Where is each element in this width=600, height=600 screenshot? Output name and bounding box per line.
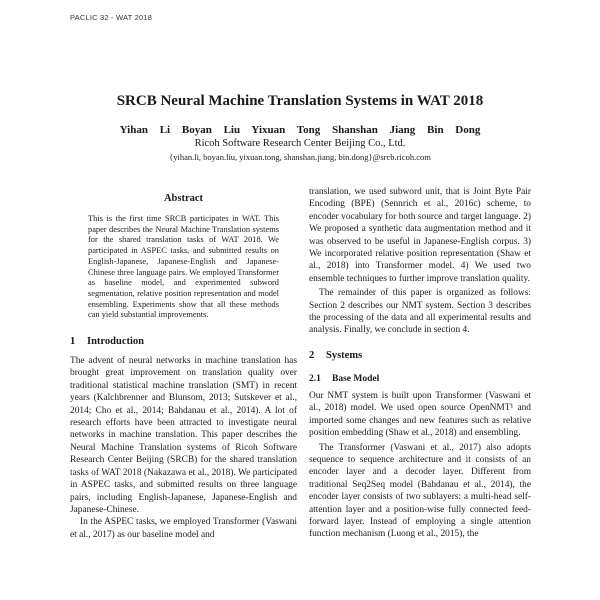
author-emails: {yihan.li, boyan.liu, yixuan.tong, shanshan.jiang, bin.dong}@srcb.ricoh.com — [169, 152, 431, 162]
subsection-heading-base-model — [309, 374, 531, 384]
body-paragraph: The remainder of this paper is organized as follows: Section 2 describes our NMT system. Section 3 describes the processing of the data and all experimental results and analysis. Finally, we conclude in section 4. — [309, 288, 531, 336]
section-title: Introduction — [87, 336, 144, 348]
introduction-paragraph: The advent of neural networks in machine translation has brought great improvement on translation quality over traditional statistical machine translation (SMT) in recent years (Kalchbrenner and Blunsom, 2013; Sutskever et al., 2014; Cho et al., 2014; Bahdanau et al., 2014). A lot of research efforts have been attracted to investigate neural networks in machine translation. This paper describes the Neural Machine Translation systems of Ricoh Software Research Center Beijing (SRCB) for the shared translation tasks of WAT 2018 (Nakazawa et al., 2018). We participated in ASPEC tasks, and submitted results on three language pairs, including English-Japanese, Japanese-English and Japanese-Chinese. — [70, 356, 297, 515]
introduction-paragraph: In the ASPEC tasks, we employed Transformer (Vaswani et al., 2017) as our baseline model and — [70, 517, 297, 540]
left-column — [70, 193, 297, 541]
author-name: Boyan Liu — [181, 124, 241, 136]
abstract-text: This is the first time SRCB participates in WAT. This paper describes the Neural Machine Translation systems for the shared translation tasks of WAT 2018. We participated in ASPEC tasks, and submitted results on English-Japanese, Japanese-English and Japanese-Chinese three language pairs. We employed Transformer as baseline model, and experimented subword segmentation, relative position representation and model ensembling. Experiments show that all these methods can yield substantial improvements. — [88, 214, 279, 320]
abstract-heading: Abstract — [163, 193, 204, 204]
author-name: Shanshan Jiang — [332, 124, 416, 136]
author-name: Yihan Li — [119, 124, 171, 136]
section-heading-introduction — [70, 336, 297, 347]
body-paragraph: Our NMT system is built upon Transformer (Vaswani et al., 2018) model. We used open source OpenNMT¹ and imported some changes and new features such as relative position embedding (Shaw et al., 2018) and ensembling. — [309, 390, 531, 439]
body-paragraph: translation, we used subword unit, that is Joint Byte Pair Encoding (BPE) (Sennrich et al., 2016c) scheme, to encoder vocabulary for both source and target language. 2) We proposed a synthetic data augmentation method and it was observed to be useful in Japanese-English corpus. 3) We incorporated relative position representation (Shaw et al., 2018) into Transformer model. 4) We used two ensemble techniques to further improve translation quality. — [309, 187, 531, 284]
section-title: Systems — [326, 349, 363, 361]
section-heading-systems — [309, 350, 531, 361]
subsection-number: 2.1 — [309, 373, 321, 384]
author-name: Bin Dong — [427, 124, 481, 136]
author-list — [0, 124, 600, 136]
venue-header: PACLIC 32 - WAT 2018 — [70, 13, 153, 22]
author-name: Yixuan Tong — [251, 124, 321, 136]
affiliation: Ricoh Software Research Center Beijing Co., Ltd. — [194, 138, 406, 149]
body-paragraph: The Transformer (Vaswani et al., 2017) also adopts sequence to sequence architecture and it consists of an encoder layer and a decoder layer. Different from traditional Seq2Seq model (Bahdanau et al., 2014), the encoder layer consists of two sublayers: a multi-head self-attention layer and a position-wise fully connected feed-forward layer. Instead of employing a single attention function mechanism (Luong et al., 2015), the — [309, 442, 531, 540]
section-number: 1 — [70, 336, 76, 348]
right-column — [309, 186, 531, 541]
paper-title: SRCB Neural Machine Translation Systems in WAT 2018 — [116, 93, 484, 109]
section-number: 2 — [309, 349, 315, 361]
subsection-title: Base Model — [332, 373, 380, 384]
